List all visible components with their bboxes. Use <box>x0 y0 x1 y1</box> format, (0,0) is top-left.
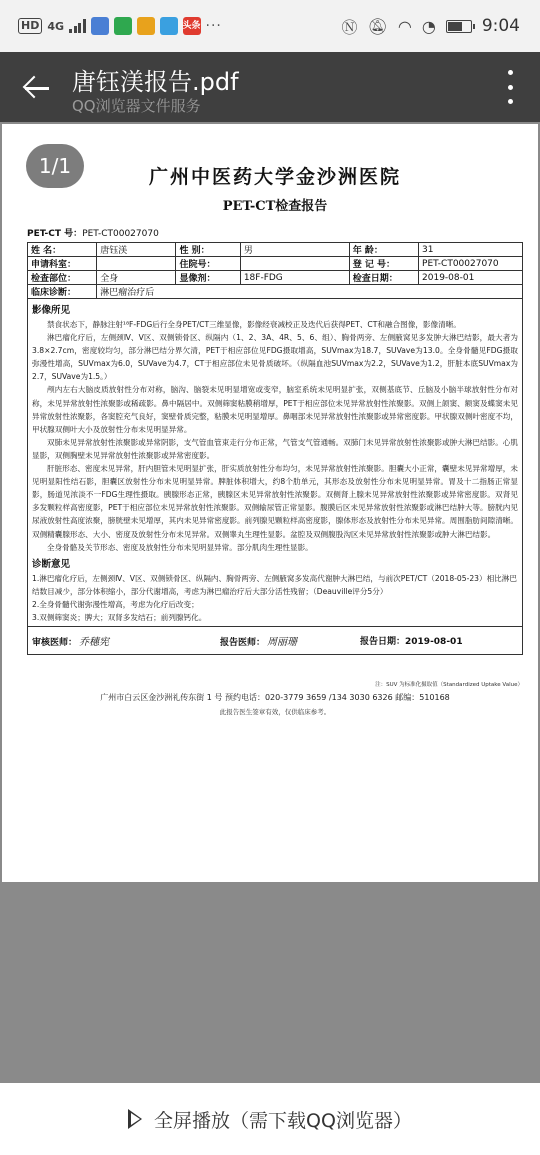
clock: 9:04 <box>481 16 520 36</box>
info-label: 检查日期： <box>349 271 418 285</box>
reporter-signature: 周丽珊 <box>267 637 298 649</box>
app-icon <box>160 17 178 35</box>
info-row <box>28 243 523 257</box>
report-date-block <box>360 634 463 647</box>
signal-icon <box>69 19 86 33</box>
file-subtitle: QQ浏览器文件服务 <box>72 97 201 115</box>
patient-info-table <box>27 242 523 299</box>
info-value <box>97 257 176 271</box>
reviewer-label: 审核医师： <box>32 638 78 649</box>
info-label: 显像剂： <box>176 271 240 285</box>
diagnosis-item: 2.全身骨髓代谢弥漫性增高，考虑为化疗后改变； <box>32 599 199 609</box>
info-label: 检查部位： <box>28 271 97 285</box>
diagnosis-item: 1.淋巴瘤化疗后，左侧颈Ⅳ、Ⅴ区、双侧锁骨区、纵隔内、胸骨两旁、左侧腋窝多发高代谢肿大淋巴结，与前次PET/CT（2018-05-23）相比淋巴结数目减少，部分体积缩小，部分代谢增高，考虑为淋巴瘤治疗后大部分活性残留；（Deauville评分5分） <box>32 573 517 596</box>
info-label: 申请科室： <box>28 257 97 271</box>
diagnosis-item: 3.双侧筛窦炎；脾大；双肾多发结石；前列腺钙化。 <box>32 612 207 622</box>
page-indicator: 1/1 <box>26 144 84 188</box>
fullscreen-play-label: 全屏播放（需下载QQ浏览器） <box>154 1109 412 1132</box>
network-type: 4G <box>47 19 65 33</box>
reviewer-signature: 乔穗宪 <box>79 637 110 649</box>
reporter-label: 报告医师： <box>220 638 266 649</box>
report-title: PET-CT检查报告 <box>222 199 328 214</box>
info-label: 姓 名： <box>28 243 97 257</box>
nfc-icon: Ⓝ <box>341 17 358 37</box>
back-arrow-icon[interactable] <box>22 74 50 102</box>
info-label: 住院号： <box>176 257 240 271</box>
info-value <box>240 257 349 271</box>
hd-icon: HD <box>18 18 42 34</box>
info-row <box>28 285 523 299</box>
mute-icon: 🔕︎ <box>367 16 388 36</box>
info-value: 全身 <box>97 271 176 285</box>
info-value: PET-CT00027070 <box>419 257 523 271</box>
more-menu-icon[interactable] <box>506 70 514 104</box>
fullscreen-play-button[interactable] <box>0 1083 540 1155</box>
wechat-app-icon <box>114 17 132 35</box>
app-icon <box>137 17 155 35</box>
info-value: 2019-08-01 <box>419 271 523 285</box>
toutiao-app-icon: 头条 <box>183 17 201 35</box>
battery-icon <box>446 20 472 33</box>
info-value: 唐钰渼 <box>97 243 176 257</box>
info-label: 登 记 号： <box>349 257 418 271</box>
signature-row <box>27 627 523 655</box>
findings-paragraph: 肝脏形态、密度未见异常，肝内胆管未见明显扩张，肝实质放射性分布均匀，未见异常放射性浓聚影。胆囊大小正常，囊壁未见异常增厚，未见明显阳性结石影，胆囊区放射性分布未见明显异常。脾脏体积增大，约8个肋单元，其形态及放射性分布未见明显异常。胃及十二指肠正常显影，肠道见浓淡不一FDG生理性摄取。胰腺形态正常，胰腺区未见异常放射性浓聚影。双侧肾上腺未见异常放射性浓聚影或异常密度影。双肾见多发颗粒样高密度影，PET于相应部位未见异常放射性浓聚影。双侧输尿管正常显影。腹膜后区未见异常放射性浓聚影或淋巴结肿大等。膀胱内见尿液放射性高度浓聚，膀胱壁未见增厚，其内未见异常密度影。前列腺见颗粒样高密度影，腺体形态及放射性分布未见异常。周围脂肪间隙清晰。双侧精囊腺形态、大小、密度及放射性分布未见异常。双侧睾丸生理性显影。盆腔及双侧腹股沟区未见异常放射性浓聚影或肿大淋巴结影。 <box>32 464 518 539</box>
info-value: 31 <box>419 243 523 257</box>
findings-paragraph: 禁食状态下，静脉注射¹⁸F-FDG后行全身PET/CT三维显像，影像经衰减校正及迭代后获得PET、CT和融合图像，影像清晰。 <box>47 320 461 329</box>
status-bar <box>0 0 540 52</box>
more-notifications-icon: ··· <box>205 18 222 34</box>
findings-heading: 影像所见 <box>32 305 71 316</box>
status-right <box>342 15 520 38</box>
disclaimer: 此报告医生签章有效，仅供临床参考。 <box>219 708 331 717</box>
report-date-value: 2019-08-01 <box>405 637 463 648</box>
info-label: 年 龄： <box>349 243 418 257</box>
findings-paragraph: 全身骨骼及关节形态、密度及放射性分布未见明显异常。部分肌肉生理性显影。 <box>47 542 313 552</box>
hospital-address: 广州市白云区金沙洲礼传东街 1 号 预约电话：020-3779 3659 /134 3030 6326 邮编：510168 <box>100 693 450 703</box>
info-row <box>28 257 523 271</box>
suv-footnote: 注：SUV 为标准化摄取值（Standardized Uptake Value） <box>375 682 523 689</box>
pet-number-value: PET-CT00027070 <box>82 229 159 239</box>
status-left <box>18 17 222 35</box>
file-title: 唐钰渼报告.pdf <box>72 68 239 96</box>
findings-paragraph: 淋巴瘤化疗后，左侧颈Ⅳ、Ⅴ区、双侧锁骨区、纵隔内（1、2、3A、4R、5、6、组）、胸骨两旁、左侧腋窝见多发肿大淋巴结影，最大者为3.8×2.7cm，密度较均匀，部分淋巴结分界欠清，PET于相应部位见FDG摄取增高，SUVmax为18.7，SUVave为13.0。全身骨髓见FDG摄取弥漫性增高，SUVmax为6.0，SUVave为4.7，CT于相应部位未见骨质破坏。（纵隔血池SUVmax为2.2，SUVave为1.2，肝脏本底SUVmax为2.7，SUVave为1.5。） <box>32 333 518 382</box>
findings-paragraph: 双肺未见异常放射性浓聚影或异常阴影，支气管血管束走行分布正常，气管支气管通畅。双肺门未见异常放射性浓聚影或肿大淋巴结影。心肌显影，双侧胸壁未见异常放射性浓聚影或异常密度影。 <box>32 437 518 460</box>
findings-paragraph: 颅内左右大脑皮质放射性分布对称，脑沟、脑裂未见明显增宽或变窄，脑室系统未见明显扩张，双侧基底节、丘脑及小脑半球放射性分布对称，未见异常放射性浓聚影或稀疏影。鼻中隔居中。双侧筛窦粘膜稍增厚，PET于相应部位未见异常放射性浓聚影。双侧上颌窦、额窦及蝶窦未见异常放射性浓聚影，各窦腔充气良好，窦壁骨质完整，粘膜未见明显增厚。鼻咽部未见异常放射性浓聚影或异常密度影。甲状腺双侧叶密度不均，甲状腺双侧叶大小及放射性分布未见明显异常。 <box>32 385 518 434</box>
hospital-name: 广州中医药大学金沙洲医院 <box>148 166 401 188</box>
title-bar <box>0 52 540 122</box>
pet-number-label: PET-CT 号： <box>27 229 83 239</box>
pet-number-line <box>27 226 523 239</box>
info-row <box>28 271 523 285</box>
report-body <box>27 156 523 872</box>
report-date-label: 报告日期： <box>360 637 406 648</box>
wifi-icon: ◠ <box>397 16 412 36</box>
diagnosis-heading: 诊断意见 <box>32 558 71 570</box>
speed-icon: ◔ <box>421 16 436 36</box>
findings-section <box>27 299 523 627</box>
info-value: 18F-FDG <box>240 271 349 285</box>
baidu-app-icon <box>91 17 109 35</box>
clinical-diagnosis-value: 淋巴瘤治疗后 <box>97 285 523 299</box>
reviewer-block <box>32 633 220 648</box>
info-label: 性 别： <box>176 243 240 257</box>
play-icon <box>128 1109 142 1129</box>
reporter-block <box>220 633 360 648</box>
pdf-page[interactable] <box>2 124 538 882</box>
info-value: 男 <box>240 243 349 257</box>
clinical-diagnosis-label: 临床诊断： <box>28 285 97 299</box>
